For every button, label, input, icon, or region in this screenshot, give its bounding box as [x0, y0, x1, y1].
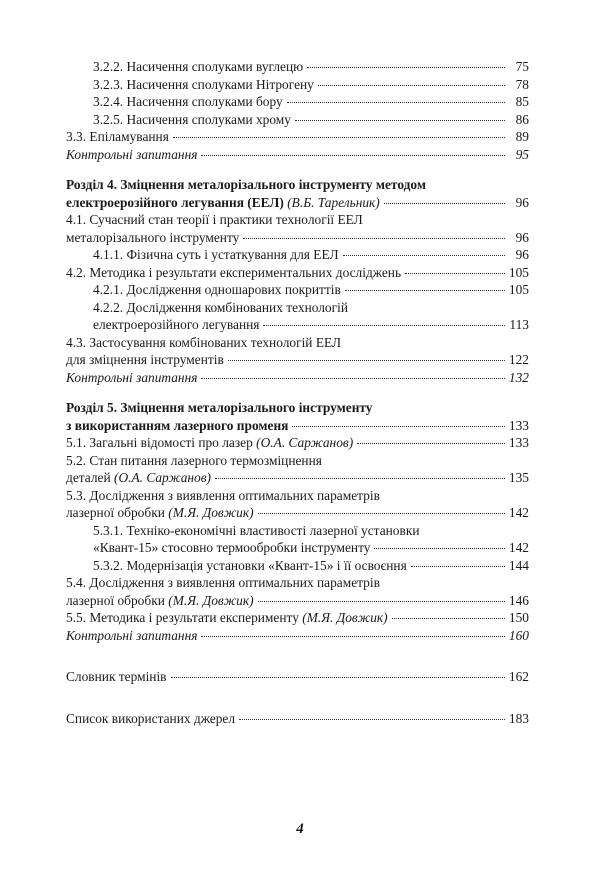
leader-dots [258, 601, 505, 602]
leader-dots [287, 102, 505, 103]
leader-dots [215, 478, 505, 479]
toc-entry-control-questions-4: Контрольні запитання 132 [66, 369, 529, 385]
leader-dots [411, 566, 505, 567]
toc-entry-5-3-line1: 5.3. Дослідження з виявлення оптимальних параметрів [66, 487, 380, 503]
leader-dots [258, 513, 505, 514]
leader-dots [357, 443, 505, 444]
table-of-contents [66, 58, 529, 727]
toc-entry-5-2-line1: 5.2. Стан питання лазерного термозміцнення [66, 452, 322, 468]
leader-dots [228, 360, 505, 361]
leader-dots [318, 85, 505, 86]
toc-entry-5-3: лазерної обробки (М.Я. Довжик) 142 [66, 505, 529, 520]
toc-chapter-4: електроерозійного легування (ЕЕЛ) (В.Б. Тарельник) 96 [66, 194, 529, 210]
leader-dots [392, 618, 505, 619]
toc-entry-references: Список використаних джерел 183 [66, 710, 529, 726]
toc-entry-5-3-2: 5.3.2. Модернізація установки «Квант-15» і її освоєння 144 [93, 557, 529, 573]
leader-dots [295, 120, 505, 121]
page-number: 4 [296, 821, 304, 837]
toc-entry-4-1-1: 4.1.1. Фізична суть і устаткування для ЕЕЛ 96 [93, 247, 529, 262]
leader-dots [243, 238, 505, 239]
leader-dots [201, 636, 504, 637]
leader-dots [374, 548, 504, 549]
toc-entry-5-4: лазерної обробки (М.Я. Довжик) 146 [66, 592, 529, 608]
toc-entry-4-2: 4.2. Методика і результати експериментальних досліджень 105 [66, 264, 529, 280]
leader-dots [201, 155, 505, 156]
toc-entry-glossary: Словник термінів 162 [66, 669, 529, 684]
toc-entry-control-questions-5: Контрольні запитання 160 [66, 627, 529, 643]
leader-dots [307, 67, 505, 68]
leader-dots [384, 203, 505, 204]
toc-entry-4-2-1: 4.2.1. Дослідження одношарових покриттів 105 [93, 282, 529, 297]
toc-entry-3-2-3: 3.2.3. Насичення сполуками Нітрогену 78 [93, 76, 529, 92]
toc-entry-5-3-1: «Квант-15» стосовно термообробки інструменту 142 [93, 540, 529, 555]
toc-chapter-5-line1: Розділ 5. Зміцнення металорізального інструменту [66, 400, 373, 415]
toc-entry-4-1-line1: 4.1. Сучасний стан теорії і практики технології ЕЕЛ [66, 212, 363, 227]
toc-chapter-5: з використанням лазерного променя 133 [66, 417, 529, 433]
toc-entry-4-2-2-line1: 4.2.2. Дослідження комбінованих технологій [93, 299, 349, 315]
toc-entry-4-1: металорізального інструменту 96 [66, 229, 529, 245]
leader-dots [345, 290, 505, 291]
toc-entry-5-4-line1: 5.4. Дослідження з виявлення оптимальних параметрів [66, 575, 380, 590]
leader-dots [171, 677, 505, 678]
toc-entry-3-2-2: 3.2.2. Насичення сполуками вуглецю 75 [93, 59, 529, 74]
toc-entry-3-2-4: 3.2.4. Насичення сполуками бору 85 [93, 94, 529, 109]
leader-dots [405, 273, 505, 274]
toc-entry-4-3: для зміцнення інструментів 122 [66, 352, 529, 367]
toc-entry-5-5: 5.5. Методика і результати експерименту (М.Я. Довжик) 150 [66, 610, 529, 625]
toc-entry-4-3-line1: 4.3. Застосування комбінованих технологій ЕЕЛ [66, 334, 342, 350]
leader-dots [343, 255, 505, 256]
toc-entry-5-3-1-line1: 5.3.1. Техніко-економічні властивості лазерної установки [93, 522, 420, 538]
toc-entry-3-2-5: 3.2.5. Насичення сполуками хрому 86 [93, 111, 529, 127]
toc-entry-control-questions-3: Контрольні запитання 95 [66, 146, 529, 162]
toc-entry-5-2: деталей (О.А. Саржанов) 135 [66, 470, 529, 485]
toc-entry-3-3: 3.3. Епіламування 89 [66, 129, 529, 144]
toc-entry-4-2-2: електроерозійного легування 113 [93, 317, 529, 332]
leader-dots [239, 719, 505, 720]
leader-dots [201, 378, 504, 379]
toc-entry-5-1: 5.1. Загальні відомості про лазер (О.А. Саржанов) 133 [66, 435, 529, 450]
leader-dots [173, 137, 505, 138]
leader-dots [292, 426, 505, 427]
toc-chapter-4-line1: Розділ 4. Зміцнення металорізального інструменту методом [66, 177, 426, 192]
leader-dots [263, 325, 505, 326]
